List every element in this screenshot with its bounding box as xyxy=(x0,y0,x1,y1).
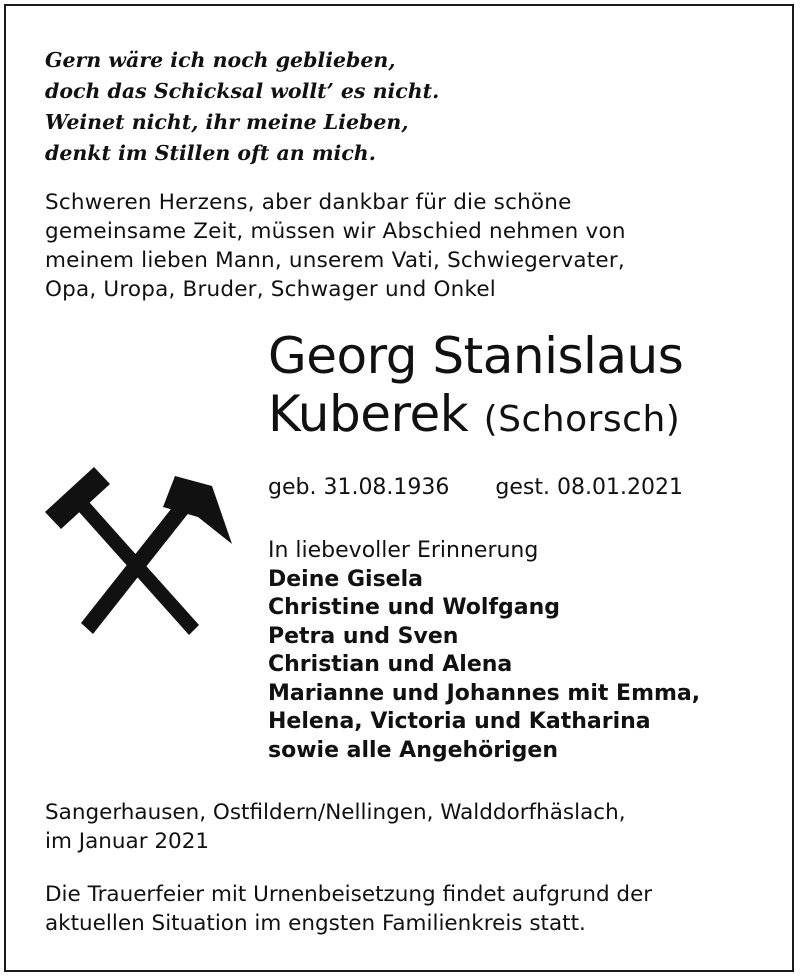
mourner-name: Marianne und Johannes mit Emma, xyxy=(268,680,701,706)
ceremony-line: aktuellen Situation im engsten Familienkreis statt. xyxy=(45,911,586,936)
ceremony-note xyxy=(45,880,652,938)
deceased-nickname: (Schorsch) xyxy=(483,399,681,440)
place-line: Sangerhausen, Ostfildern/Nellingen, Walddorfhäslach, xyxy=(45,800,626,825)
place-line: im Januar 2021 xyxy=(45,829,210,854)
poem-line: Weinet nicht, ihr meine Lieben, xyxy=(45,110,409,134)
mourner-name: Christian und Alena xyxy=(268,652,513,677)
ceremony-line: Die Trauerfeier mit Urnenbeisetzung findet aufgrund der xyxy=(45,882,653,907)
birth-date: geb. 31.08.1936 xyxy=(268,475,450,500)
intro-line: Opa, Uropa, Bruder, Schwager und Onkel xyxy=(45,277,496,302)
mourner-name: Helena, Victoria und Katharina xyxy=(268,709,651,734)
mourner-name: sowie alle Angehörigen xyxy=(268,737,559,763)
mourner-name: Christine und Wolfgang xyxy=(268,595,561,620)
mourners-intro: In liebevoller Erinnerung xyxy=(268,538,539,563)
poem-line: denkt im Stillen oft an mich. xyxy=(45,141,376,165)
life-dates xyxy=(268,473,683,503)
intro-line: meinem lieben Mann, unserem Vati, Schwiegervater, xyxy=(45,248,625,273)
poem-line: Gern wäre ich noch geblieben, xyxy=(45,48,396,72)
poem-line: doch das Schicksal wollt’ es nicht. xyxy=(45,79,440,103)
death-date: gest. 08.01.2021 xyxy=(495,475,683,500)
intro-line: Schweren Herzens, aber dankbar für die schöne xyxy=(45,190,572,215)
poem xyxy=(45,45,439,169)
mourner-name: Petra und Sven xyxy=(268,623,459,649)
mourner-name: Deine Gisela xyxy=(268,566,423,592)
hammer-and-pick-icon xyxy=(42,466,238,636)
deceased-surname-line xyxy=(268,385,683,449)
mourners-list xyxy=(268,537,700,765)
intro-text xyxy=(45,188,626,304)
deceased-first-names: Georg Stanislaus xyxy=(268,327,684,385)
place-and-date xyxy=(45,798,626,856)
intro-line: gemeinsame Zeit, müssen wir Abschied nehmen von xyxy=(45,219,626,244)
deceased-surname: Kuberek xyxy=(268,385,469,443)
deceased-name xyxy=(268,327,683,449)
